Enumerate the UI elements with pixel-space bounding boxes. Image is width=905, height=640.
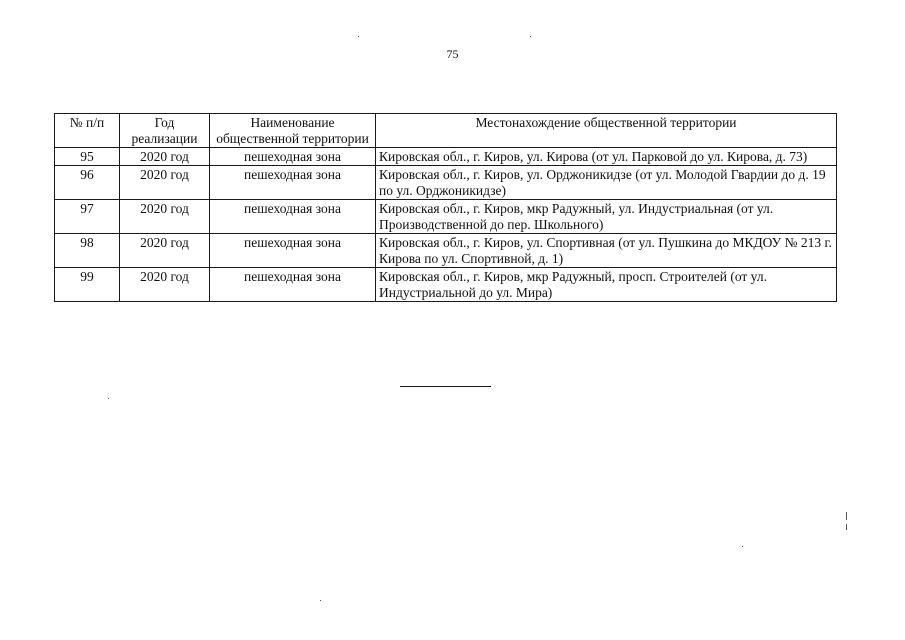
row-territory-name: пешеходная зона [210, 234, 376, 268]
page-number: 75 [446, 47, 459, 61]
row-territory-name: пешеходная зона [210, 268, 376, 302]
row-number: 96 [55, 166, 120, 200]
table-row [55, 166, 837, 200]
end-divider [400, 386, 491, 387]
table-row [55, 148, 837, 166]
row-location: Кировская обл., г. Киров, мкр Радужный, ул. Индустриальная (от ул. Производственной до пер. Школьного) [376, 200, 837, 234]
row-year: 2020 год [120, 234, 210, 268]
row-number: 97 [55, 200, 120, 234]
row-territory-name: пешеходная зона [210, 148, 376, 166]
scan-speck [846, 512, 847, 520]
scan-speck [742, 546, 743, 547]
scan-speck [846, 524, 847, 530]
header-territory-location: Местонахождение общественной территории [376, 114, 837, 148]
row-year: 2020 год [120, 268, 210, 302]
row-territory-name: пешеходная зона [210, 200, 376, 234]
row-territory-name: пешеходная зона [210, 166, 376, 200]
row-location: Кировская обл., г. Киров, ул. Кирова (от ул. Парковой до ул. Кирова, д. 73) [376, 148, 837, 166]
scan-speck [358, 36, 359, 37]
row-location: Кировская обл., г. Киров, ул. Спортивная (от ул. Пушкина до МКДОУ № 213 г. Кирова по ул. Спортивной, д. 1) [376, 234, 837, 268]
row-number: 99 [55, 268, 120, 302]
table-header-row [55, 114, 837, 148]
header-year: Год реализации [120, 114, 210, 148]
row-location: Кировская обл., г. Киров, ул. Орджоникидзе (от ул. Молодой Гвардии до д. 19 по ул. Орджоникидзе) [376, 166, 837, 200]
row-number: 95 [55, 148, 120, 166]
row-location: Кировская обл., г. Киров, мкр Радужный, просп. Строителей (от ул. Индустриальной до ул. Мира) [376, 268, 837, 302]
scan-speck [108, 398, 109, 399]
row-year: 2020 год [120, 166, 210, 200]
row-number: 98 [55, 234, 120, 268]
table-row [55, 234, 837, 268]
scan-speck [530, 36, 531, 37]
table-row [55, 200, 837, 234]
row-year: 2020 год [120, 200, 210, 234]
row-year: 2020 год [120, 148, 210, 166]
header-territory-name: Наименование общественной территории [210, 114, 376, 148]
header-number: № п/п [55, 114, 120, 148]
scan-speck [320, 600, 321, 601]
table-row [55, 268, 837, 302]
territory-table [54, 113, 837, 302]
